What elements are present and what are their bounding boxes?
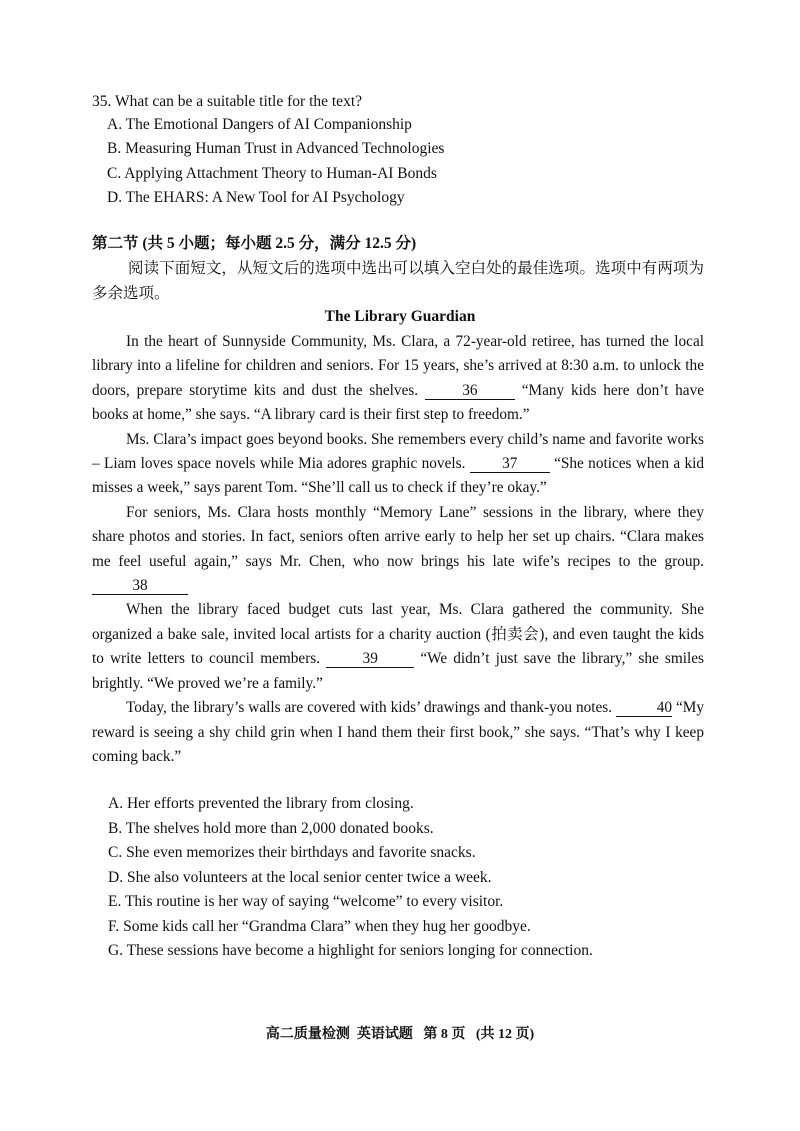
choice-e: E. This routine is her way of saying “welcome” to every visitor. bbox=[108, 893, 504, 910]
passage-paragraph-5 bbox=[92, 696, 704, 769]
passage-paragraph-4 bbox=[92, 598, 704, 696]
choice-c: C. She even memorizes their birthdays and favorite snacks. bbox=[108, 844, 476, 861]
section-instructions: 阅读下面短文，从短文后的选项中选出可以填入空白处的最佳选项。选项中有两项为多余选项。 bbox=[92, 260, 704, 302]
page-footer: 高二质量检测 英语试题 第 8 页 (共 12 页) bbox=[265, 1027, 535, 1042]
blank-36: 36 bbox=[425, 382, 515, 400]
question-35-option-b: B. Measuring Human Trust in Advanced Technologies bbox=[107, 140, 445, 158]
answer-choices bbox=[108, 792, 593, 964]
paragraph-1-text-before: In the heart of Sunnyside Community, Ms. Clara, a 72-year-old retiree, has turned the local library into a lifeline for children and seniors. For 15 years, she’s arrived at 8:30 a.m. to unlock the doors, prepare storytime kits and dust the shelves. bbox=[92, 333, 704, 399]
blank-40: 40 bbox=[616, 699, 672, 717]
passage-paragraph-1 bbox=[92, 330, 704, 428]
question-35-option-d: D. The EHARS: A New Tool for AI Psychology bbox=[107, 188, 405, 206]
passage-paragraph-3 bbox=[92, 501, 704, 599]
paragraph-1-text-after: “Many kids here don’t have books at home,” she says. “A library card is their first step to freedom.” bbox=[92, 381, 705, 424]
paragraph-5-text-before: Today, the library’s walls are covered with kids’ drawings and thank-you notes. bbox=[126, 699, 617, 717]
choice-a: A. Her efforts prevented the library from closing. bbox=[108, 795, 414, 812]
passage-paragraph-2 bbox=[92, 428, 704, 501]
paragraph-4-text-after: “We didn’t just save the library,” she smiles brightly. “We proved we’re a family.” bbox=[92, 650, 705, 692]
question-35-option-c: C. Applying Attachment Theory to Human-AI Bonds bbox=[107, 164, 437, 182]
choice-f: F. Some kids call her “Grandma Clara” when they hug her goodbye. bbox=[108, 917, 531, 935]
section-heading-note: (共 5 小题；每小题 2.5 分，满分 12.5 分) bbox=[142, 235, 417, 252]
paragraph-2-text-after: “She notices when a kid misses a week,” says parent Tom. “She’ll call us to check if they’re okay.” bbox=[92, 455, 704, 497]
choice-d: D. She also volunteers at the local senior center twice a week. bbox=[108, 868, 492, 886]
choice-g: G. These sessions have become a highlight for seniors longing for connection. bbox=[108, 942, 593, 959]
passage-title: The Library Guardian bbox=[324, 308, 476, 325]
section-heading bbox=[92, 232, 416, 256]
section-heading-label: 第二节 bbox=[92, 235, 139, 252]
paragraph-2-text-before: Ms. Clara’s impact goes beyond books. She remembers every child’s name and favorite works – Liam loves space novels while Mia adores graphic novels. bbox=[92, 430, 704, 473]
blank-37: 37 bbox=[470, 455, 550, 473]
passage-body bbox=[92, 330, 704, 769]
choice-b: B. The shelves hold more than 2,000 donated books. bbox=[108, 819, 434, 837]
blank-38: 38 bbox=[92, 577, 188, 595]
question-35-stem: 35. What can be a suitable title for the text? bbox=[92, 93, 363, 110]
question-35-options bbox=[107, 113, 444, 210]
paragraph-5-text-after: “My reward is seeing a shy child grin when I hand them their first book,” she says. “That’s why I keep coming back.” bbox=[92, 699, 704, 765]
paragraph-3-text-before: For seniors, Ms. Clara hosts monthly “Memory Lane” sessions in the library, where they share photos and stories. In fact, seniors often arrive early to help her set up chairs. “Clara makes me feel useful again,” says Mr. Chen, who now brings his late wife’s recipes to the group. bbox=[92, 503, 704, 570]
blank-39: 39 bbox=[326, 650, 414, 668]
paragraph-4-text-before: When the library faced budget cuts last year, Ms. Clara gathered the community. She organized a bake sale, invited local artists for a charity auction (拍卖会), and even taught the kids to write letters to council members. bbox=[92, 601, 704, 668]
question-35-option-a: A. The Emotional Dangers of AI Companionship bbox=[107, 116, 412, 133]
